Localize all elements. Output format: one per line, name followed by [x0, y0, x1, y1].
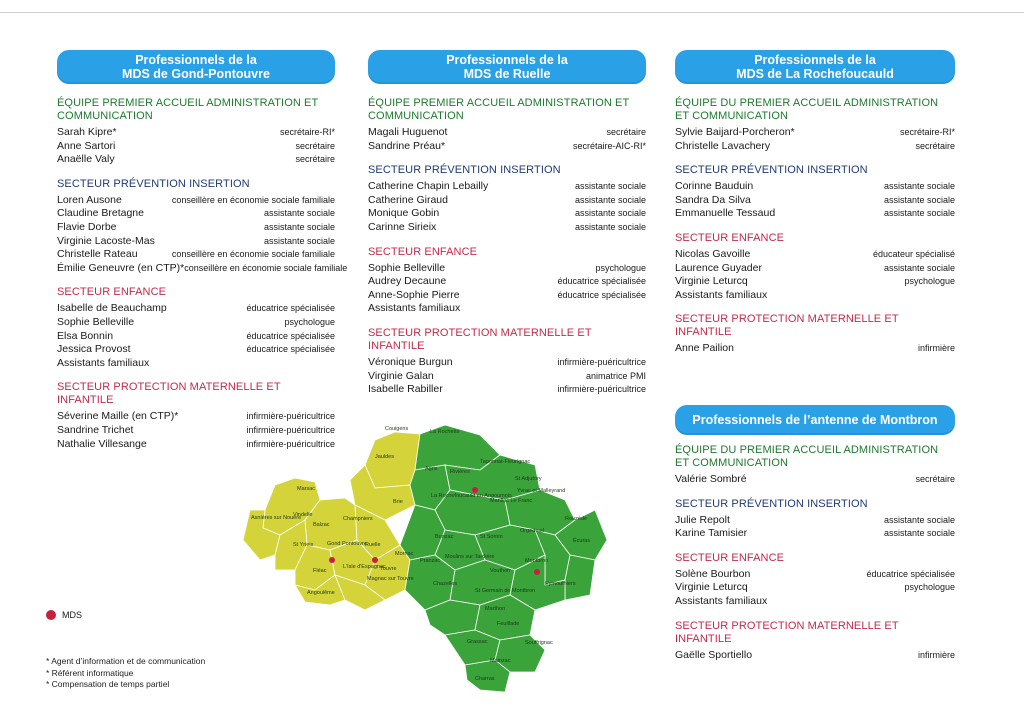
staff-name: Virginie Galan [368, 369, 434, 382]
commune-label: Champniers [343, 516, 373, 522]
column-la-rochefoucauld [675, 97, 955, 367]
staff-name: Audrey Decaune [368, 275, 447, 288]
staff-row [57, 330, 335, 344]
staff-row [368, 356, 646, 370]
staff-name: Valérie Sombré [675, 473, 747, 485]
staff-name: Anne Sartori [57, 139, 116, 152]
section-heading: SECTEUR ENFANCE [57, 286, 167, 299]
staff-row [57, 302, 335, 316]
staff-name: Catherine Chapin Lebailly [368, 180, 489, 193]
staff-name: Sophie Belleville [368, 261, 446, 274]
commune-label: Rouzède [565, 516, 588, 522]
staff-row [675, 342, 955, 356]
staff-name: Assistants familiaux [675, 594, 768, 607]
staff-row [368, 221, 646, 235]
staff-name: Assistants familiaux [57, 356, 150, 369]
staff-role: psychologue [904, 276, 955, 287]
staff-role: psychologue [284, 316, 335, 327]
staff-name: Loren Ausone [57, 193, 122, 206]
commune-label: Montbron [525, 558, 549, 564]
staff-name: Assistants familiaux [368, 302, 461, 315]
commune-label: Angoulême [307, 590, 335, 596]
staff-name: Christelle Lavachery [675, 139, 771, 152]
staff-name: Sandrine Préau* [368, 139, 446, 152]
title-line: MDS de La Rochefoucauld [736, 67, 894, 81]
commune-label: St Germain de Montbron [475, 588, 536, 594]
staff-row [675, 248, 955, 262]
section [368, 246, 646, 316]
section-heading: SECTEUR PROTECTION MATERNELLE ET INFANTILE [368, 326, 592, 352]
column-gond-pontouvre [57, 97, 348, 462]
staff-role: assistante sociale [574, 221, 646, 232]
commune-label: Marthon [485, 606, 506, 612]
staff-row [368, 140, 646, 154]
section-heading: SECTEUR PROTECTION MATERNELLE ET INFANTILE [57, 381, 281, 407]
commune-label: Marsac [297, 486, 316, 492]
staff-name: Anne Pailion [675, 342, 734, 355]
staff-role: animatrice PMI [585, 370, 646, 381]
staff-row [57, 153, 335, 167]
staff-role: éducatrice spécialisée [246, 303, 335, 314]
title-la-rochefoucauld [675, 50, 955, 84]
title-line: Professionnels de l’antenne de Montbron [692, 413, 938, 427]
staff-name: Sylvie Baijard-Porcheron* [675, 126, 795, 138]
staff-row [368, 262, 646, 276]
section-heading: SECTEUR ENFANCE [368, 245, 478, 258]
commune-label: Asnières sur Nouère [251, 515, 302, 521]
footnote: * Compensation de temps partiel [46, 679, 170, 689]
staff-name: Monique Gobin [368, 207, 440, 220]
staff-name: Catherine Giraud [368, 193, 448, 206]
staff-row [57, 126, 335, 140]
staff-role: conseillère en économie sociale familiale [184, 262, 348, 273]
title-gond-pontouvre [57, 50, 335, 84]
staff-row [675, 568, 955, 582]
commune-label: St Sornin [480, 534, 503, 540]
section [675, 444, 955, 487]
staff-role: éducatrice spécialisée [866, 568, 955, 579]
staff-row [675, 514, 955, 528]
staff-row [368, 370, 646, 384]
staff-name: Assistants familiaux [675, 288, 768, 301]
staff-role: infirmière [917, 649, 955, 660]
section [675, 552, 955, 609]
staff-name: Jessica Provost [57, 343, 131, 356]
section-heading: SECTEUR PRÉVENTION INSERTION [57, 177, 250, 190]
staff-name: Isabelle de Beauchamp [57, 302, 167, 315]
commune-label: Fléac [313, 568, 327, 574]
staff-name: Virginie Lacoste-Mas [57, 234, 155, 247]
staff-name: Véronique Burgun [368, 355, 453, 368]
staff-row [675, 473, 955, 487]
section-heading: SECTEUR ENFANCE [675, 231, 785, 244]
commune-label: Yvrac et Malleyrand [517, 488, 566, 494]
section [57, 97, 335, 167]
staff-name: Nathalie Villesange [57, 437, 147, 450]
commune-label: Touvre [380, 566, 397, 572]
staff-role: assistante sociale [574, 181, 646, 192]
commune-label: La Rochefoucauld en Angoumois [431, 493, 512, 499]
section [675, 498, 955, 541]
commune-label: Gond Pontouvre [327, 541, 368, 547]
staff-role: assistante sociale [263, 221, 335, 232]
commune-label: Agris [425, 466, 438, 472]
staff-name: Gaëlle Sportiello [675, 648, 753, 661]
staff-row [57, 194, 335, 208]
commune-label: Marillac Le Franc [490, 498, 533, 504]
staff-role: assistante sociale [883, 194, 955, 205]
staff-row [675, 207, 955, 221]
section-heading: SECTEUR PROTECTION MATERNELLE ET INFANTILE [675, 313, 899, 339]
commune-label: Brie [393, 499, 403, 505]
commune-label: Charras [475, 676, 495, 682]
staff-name: Séverine Maille (en CTP)* [57, 410, 179, 423]
staff-name: Emmanuelle Tessaud [675, 207, 776, 220]
staff-role: infirmière-puéricultrice [557, 384, 646, 395]
section-heading: SECTEUR PRÉVENTION INSERTION [675, 497, 868, 510]
commune-label: Mornac [395, 551, 414, 557]
staff-role: secrétaire [295, 154, 335, 165]
section [675, 620, 955, 663]
commune-label: St Adjutory [515, 476, 542, 482]
staff-row [368, 275, 646, 289]
commune-label: St Yrieix [293, 542, 314, 548]
section [368, 97, 646, 153]
commune-label: Vindelle [293, 512, 313, 518]
section-heading: ÉQUIPE DU PREMIER ACCUEIL ADMINISTRATION ET COMMUNICATION [675, 97, 939, 122]
staff-row [675, 581, 955, 595]
column-montbron [675, 444, 955, 673]
section-heading: ÉQUIPE DU PREMIER ACCUEIL ADMINISTRATION ET COMMUNICATION [675, 444, 939, 469]
staff-row [675, 126, 955, 140]
staff-name: Nicolas Gavoille [675, 247, 751, 260]
commune-label: Grassac [467, 639, 488, 645]
staff-role: infirmière [917, 343, 955, 354]
mds-marker [372, 557, 378, 563]
staff-role: psychologue [595, 262, 646, 273]
staff-row [368, 194, 646, 208]
commune-label: Écuras [573, 538, 591, 544]
staff-row [675, 262, 955, 276]
commune-label: Souffrignac [525, 640, 553, 646]
section [675, 164, 955, 221]
staff-row [57, 140, 335, 154]
commune-label: Bunzac [435, 534, 454, 540]
staff-name: Karine Tamisier [675, 527, 748, 540]
top-rule [0, 12, 1024, 13]
commune-label: Orgedeuil [520, 528, 544, 534]
staff-name: Sandrine Trichet [57, 423, 134, 436]
commune-label: Moulins sur Tardoire [445, 554, 495, 560]
staff-name: Solène Bourbon [675, 567, 751, 580]
title-line: Professionnels de la [754, 53, 876, 67]
commune-label: Couigens [385, 426, 409, 432]
staff-role: psychologue [904, 582, 955, 593]
section-heading: SECTEUR PRÉVENTION INSERTION [675, 164, 868, 177]
mds-marker [329, 557, 335, 563]
section [368, 327, 646, 397]
staff-name: Corinne Bauduin [675, 180, 754, 193]
staff-role: secrétaire [295, 140, 335, 151]
staff-role: infirmière-puéricultrice [557, 356, 646, 367]
section-heading: SECTEUR PROTECTION MATERNELLE ET INFANTILE [675, 619, 899, 645]
staff-role: éducatrice spécialisée [557, 276, 646, 287]
commune-label: Taponnat-Fleurignac [480, 459, 531, 465]
commune-label: Balzac [313, 522, 330, 528]
staff-role: secrétaire-RI* [899, 127, 955, 137]
staff-row [675, 527, 955, 541]
footnotes [46, 656, 205, 691]
staff-name: Claudine Bretagne [57, 207, 144, 220]
staff-role: secrétaire-AIC-RI* [572, 140, 646, 151]
commune-label: Ruelle [365, 542, 381, 548]
staff-role: conseillère en économie sociale familiale [171, 194, 335, 205]
staff-row [675, 595, 955, 609]
staff-row [368, 126, 646, 140]
staff-row [368, 207, 646, 221]
legend-label: MDS [62, 610, 82, 620]
staff-name: Virginie Leturcq [675, 581, 748, 594]
staff-row [57, 207, 335, 221]
staff-name: Anne-Sophie Pierre [368, 288, 460, 301]
staff-row [368, 289, 646, 303]
commune-label: Pranzac [420, 558, 441, 564]
staff-role: assistante sociale [883, 514, 955, 525]
section [57, 177, 348, 276]
staff-row [368, 302, 646, 316]
staff-role: éducatrice spécialisée [246, 344, 335, 355]
section [675, 97, 955, 153]
title-line: Professionnels de la [135, 53, 257, 67]
staff-name: Flavie Dorbe [57, 220, 117, 233]
staff-role: secrétaire [915, 140, 955, 151]
staff-name: Isabelle Rabiller [368, 383, 443, 396]
staff-name: Laurence Guyader [675, 261, 762, 274]
staff-row [57, 221, 335, 235]
title-montbron [675, 405, 955, 435]
staff-row [57, 261, 348, 276]
column-ruelle [368, 97, 646, 408]
mds-dot-icon [46, 610, 56, 620]
section-heading: ÉQUIPE PREMIER ACCUEIL ADMINISTRATION ET COMMUNICATION [368, 97, 630, 122]
title-line: Professionnels de la [446, 53, 568, 67]
legend [46, 610, 82, 620]
title-line: MDS de Gond-Pontouvre [122, 67, 270, 81]
footnote: * Référent informatique [46, 667, 134, 678]
commune-label: Eymouthiers [545, 581, 576, 587]
staff-row [57, 235, 335, 249]
commune-label: Feuillade [497, 621, 520, 627]
commune-label: La Rochette [430, 429, 460, 435]
staff-name: Magali Huguenot [368, 126, 448, 138]
staff-row [675, 275, 955, 289]
staff-row [368, 180, 646, 194]
section [675, 313, 955, 356]
staff-role: secrétaire-RI* [279, 127, 335, 137]
staff-row [675, 180, 955, 194]
section [675, 232, 955, 302]
staff-role: secrétaire [606, 127, 646, 137]
staff-role: conseillère en économie sociale familiale [171, 249, 335, 260]
title-ruelle [368, 50, 646, 84]
staff-role: assistante sociale [883, 208, 955, 219]
footnote: * Agent d’information et de communication [46, 656, 206, 666]
staff-role: éducatrice spécialisée [557, 289, 646, 300]
staff-row [675, 140, 955, 154]
title-line: MDS de Ruelle [463, 67, 551, 81]
staff-name: Sandra Da Silva [675, 193, 751, 206]
staff-row [368, 383, 646, 397]
staff-row [57, 343, 335, 357]
staff-row [57, 248, 335, 262]
staff-name: Sarah Kipre* [57, 126, 117, 138]
staff-name: Émilie Geneuvre (en CTP)* [57, 261, 185, 274]
staff-role: assistante sociale [883, 181, 955, 192]
section-heading: SECTEUR ENFANCE [675, 551, 785, 564]
staff-name: Anaëlle Valy [57, 153, 115, 166]
staff-name: Elsa Bonnin [57, 329, 114, 342]
staff-role: assistante sociale [883, 528, 955, 539]
staff-role: assistante sociale [574, 208, 646, 219]
staff-name: Virginie Leturcq [675, 275, 748, 288]
commune-shape [565, 555, 595, 600]
staff-row [675, 289, 955, 303]
commune-label: Mainzac [490, 658, 511, 664]
staff-role: éducateur spécialisé [872, 248, 955, 259]
staff-row [675, 194, 955, 208]
section-heading: SECTEUR PRÉVENTION INSERTION [368, 164, 561, 177]
staff-role: assistante sociale [263, 235, 335, 246]
commune-label: Magnac sur Touvre [367, 576, 414, 582]
staff-role: assistante sociale [574, 194, 646, 205]
commune-label: Jauldes [375, 454, 394, 460]
staff-row [57, 357, 335, 371]
commune-label: Chazelles [433, 581, 458, 587]
section-heading: ÉQUIPE PREMIER ACCUEIL ADMINISTRATION ET COMMUNICATION [57, 97, 319, 122]
staff-role: infirmière-puéricultrice [246, 424, 335, 435]
staff-name: Christelle Rateau [57, 248, 138, 261]
section [368, 164, 646, 234]
staff-role: éducatrice spécialisée [246, 330, 335, 341]
commune-label: Rivières [450, 469, 470, 475]
staff-row [57, 316, 335, 330]
section [57, 286, 335, 370]
mds-marker [534, 569, 540, 575]
territory-map [235, 410, 610, 695]
staff-role: assistante sociale [883, 262, 955, 273]
staff-row [675, 649, 955, 663]
staff-role: infirmière-puéricultrice [246, 411, 335, 422]
staff-name: Julie Repolt [675, 513, 730, 526]
staff-role: infirmière-puéricultrice [246, 438, 335, 449]
staff-role: assistante sociale [263, 208, 335, 219]
commune-label: Vouthon [490, 568, 511, 574]
staff-name: Carinne Sirieix [368, 220, 437, 233]
commune-label: L'Isle d'Espagnac [343, 564, 386, 570]
staff-role: secrétaire [915, 474, 955, 484]
staff-name: Sophie Belleville [57, 315, 135, 328]
